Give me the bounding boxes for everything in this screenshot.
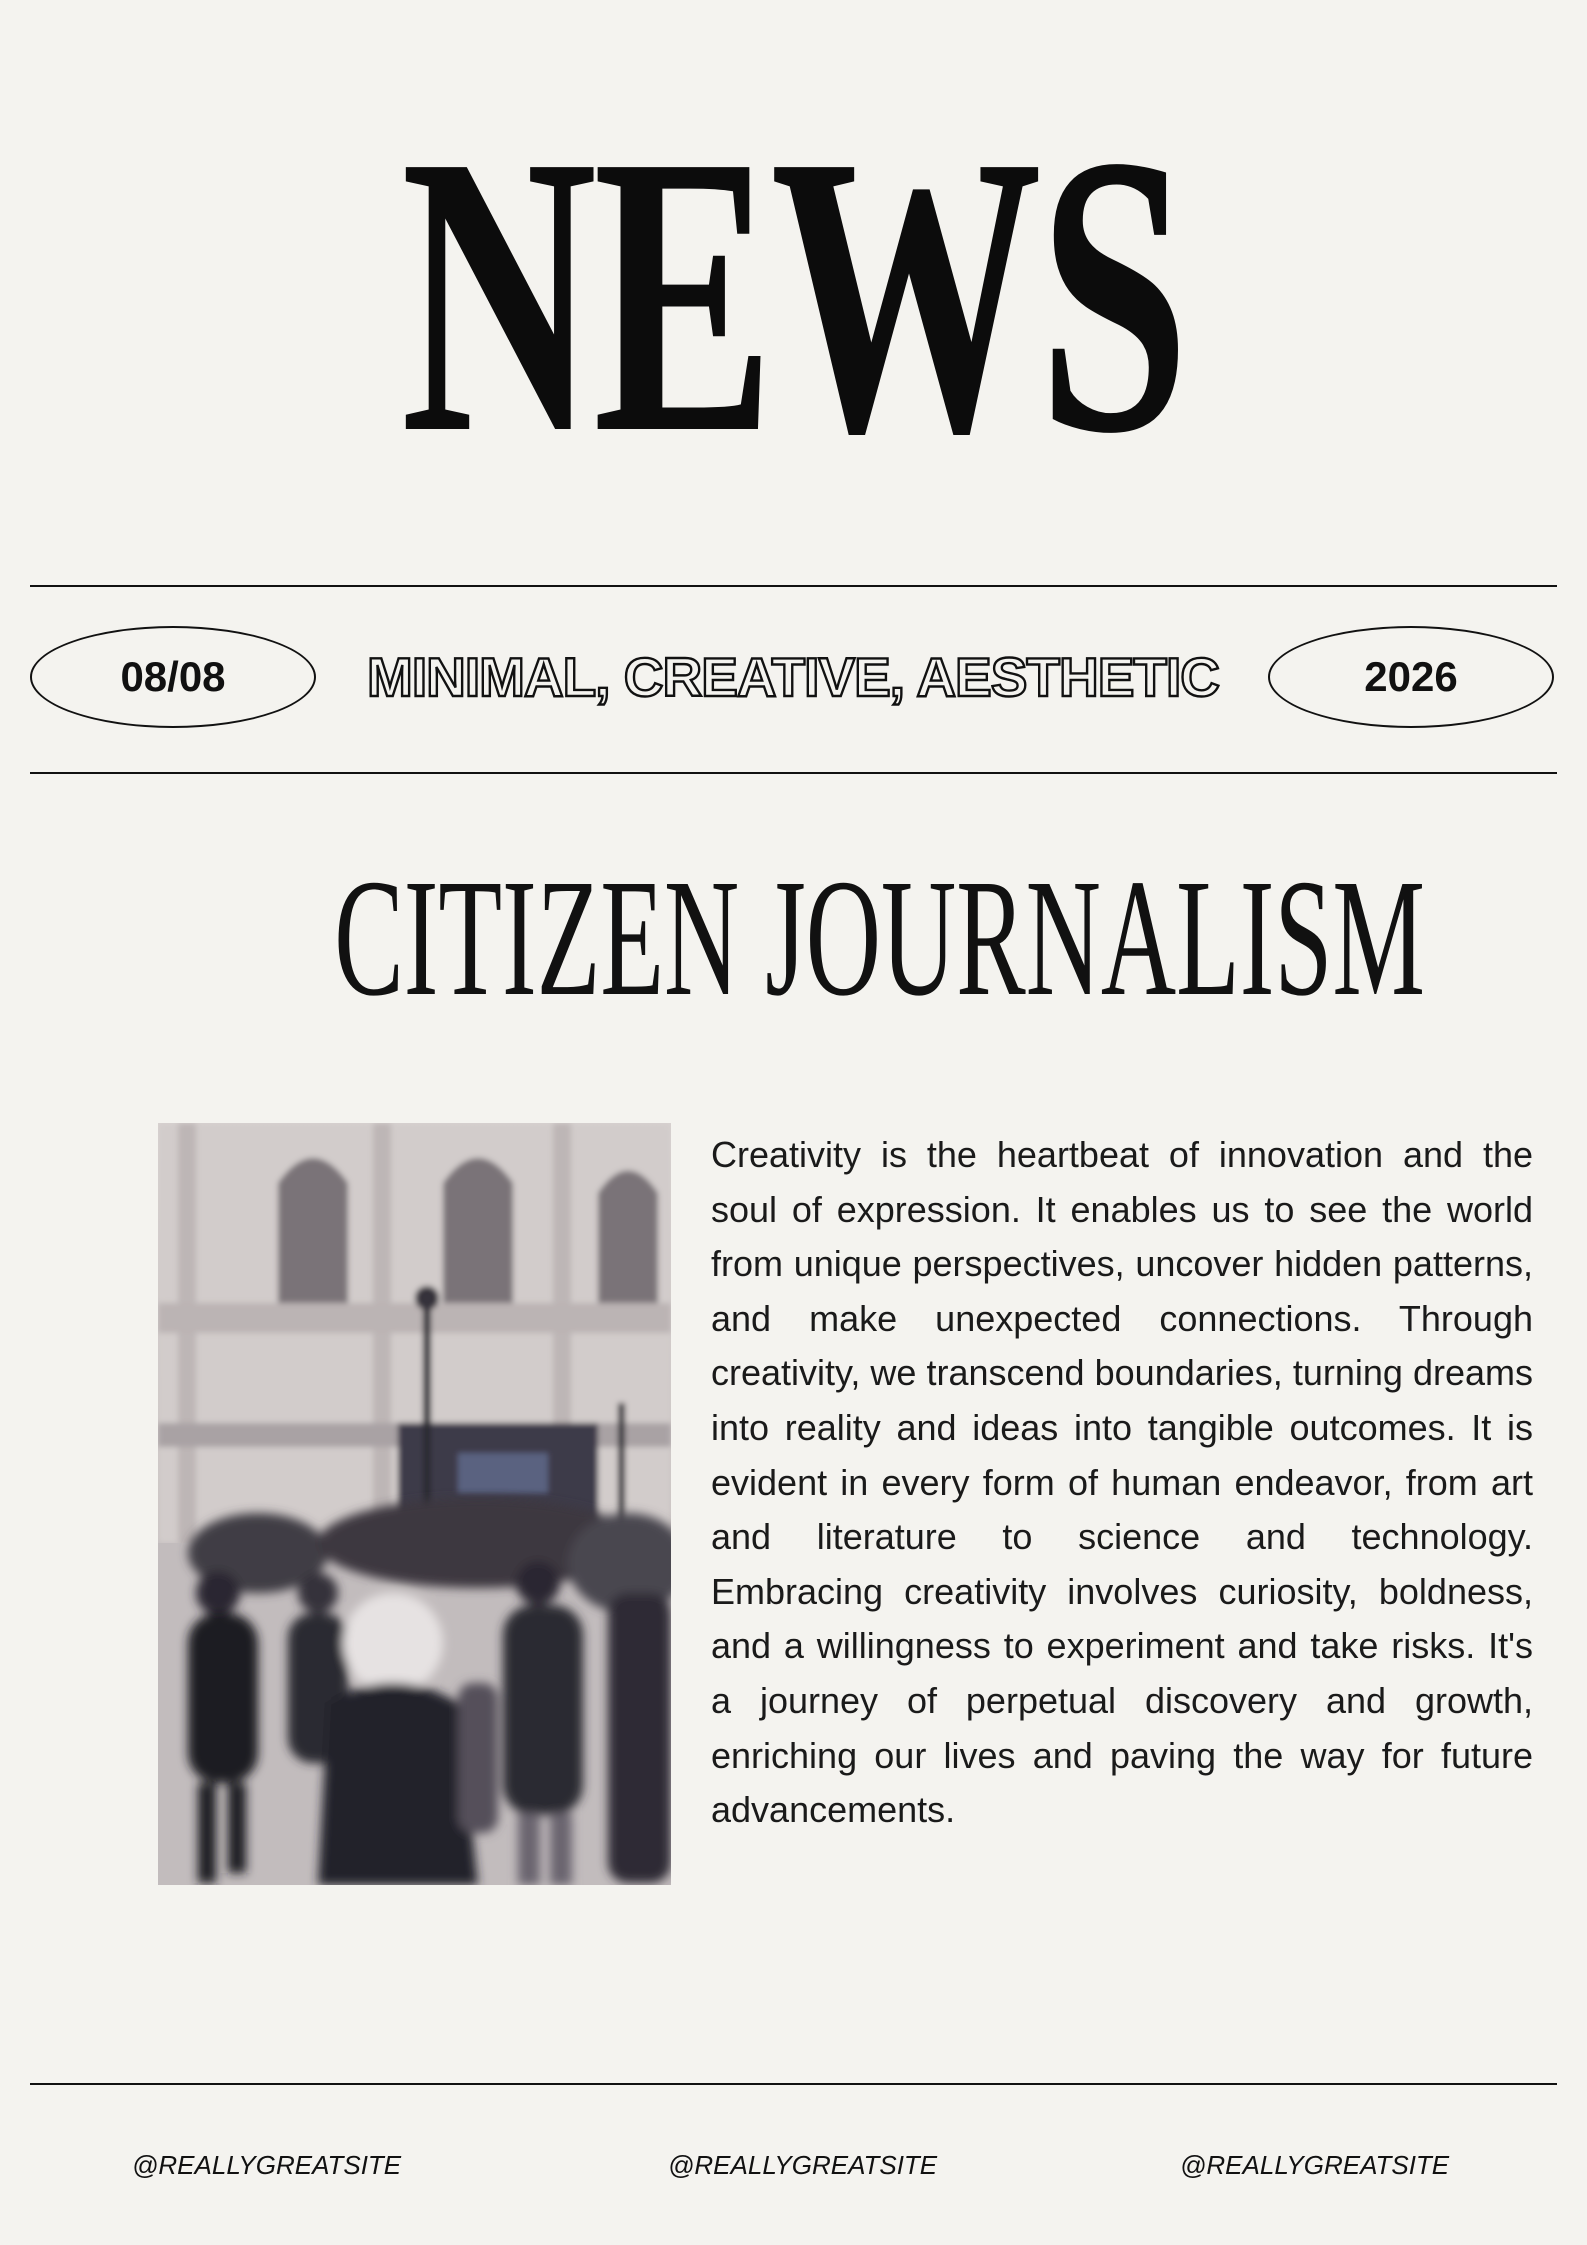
middle-divider <box>30 772 1557 774</box>
date-badge <box>30 626 316 728</box>
masthead <box>0 60 1587 530</box>
year-badge <box>1268 626 1554 728</box>
street-crowd-photo <box>158 1123 671 1885</box>
masthead-title: NEWS <box>401 73 1186 516</box>
year-text: 2026 <box>1364 653 1458 700</box>
article-headline <box>0 838 1587 1038</box>
date-text: 08/08 <box>120 653 226 700</box>
footer-handle-right[interactable]: @REALLYGREATSITE <box>1180 2150 1450 2180</box>
tagline: MINIMAL, CREATIVE, AESTHETIC <box>367 646 1219 708</box>
footer-handle-left[interactable]: @REALLYGREATSITE <box>132 2150 402 2180</box>
footer-handle-center[interactable]: @REALLYGREATSITE <box>668 2150 938 2180</box>
article-body: Creativity is the heartbeat of innovation and the soul of expression. It enables us to see the world from unique perspectives, uncover hidden patterns, and make unexpected connections. Through creativity, we transcend boundaries, turning dreams into reality and ideas into tangible outcomes. It is evident in every form of human endeavor, from art and literature to science and technology. Embracing creativity involves curiosity, boldness, and a willingness to experiment and take risks. It's a journey of perpetual discovery and growth, enriching our lives and paving the way for future advancements. <box>711 1134 1533 1831</box>
headline-text: CITIZEN JOURNALISM <box>334 845 1425 1031</box>
bottom-divider <box>30 2083 1557 2085</box>
top-divider <box>30 585 1557 587</box>
